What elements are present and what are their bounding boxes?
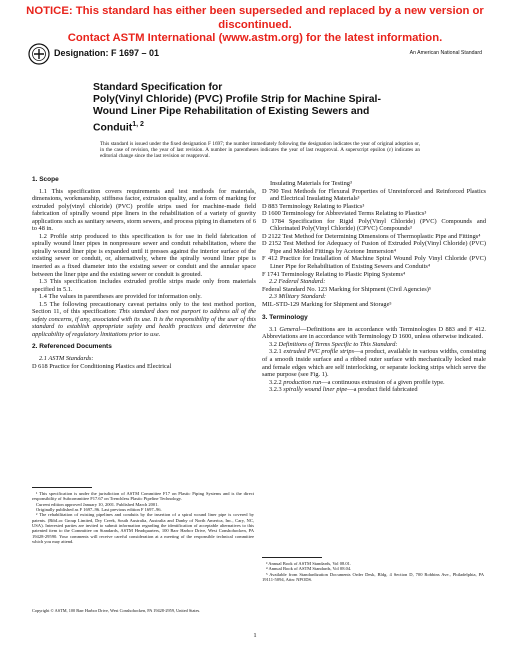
section-3-1-num: 3.1 <box>269 325 280 333</box>
footnote-rule-right <box>262 557 322 558</box>
section-3-2-3-term: spirally wound liner pipe <box>283 386 348 394</box>
ref-d1784: D 1784 Specification for Rigid Poly(Vinyl Chloride) (PVC) Compounds and Chlorinated Poly(Vinyl Chloride) (CPVC) Compounds³ <box>262 217 486 233</box>
ref-d883: D 883 Terminology Relating to Plastics³ <box>262 202 365 210</box>
footnote-3: ³ Annual Book of ASTM Standards, Vol 08.01. <box>266 561 352 566</box>
section-3-2-1-text: —a product, available in various widths, consisting of a smooth inside surface and a ribbed outer surface with mechanically locked male and female edges which are self interlocking, or separate locking strips which serve the same purpose (see Fig. 1). <box>262 348 486 379</box>
footnote-4: ⁴ Annual Book of ASTM Standards, Vol 08.04. <box>266 566 352 572</box>
footnote-rule-left <box>32 487 92 488</box>
section-3-2-3-text: —a product field fabricated <box>347 386 418 394</box>
footnote-2: ² The rehabilitation of existing pipelines and conduits by the insertion of a spiral wound liner pipe is covered by patents. (RibLoc Group Limited, Dry Creek, South Australia, Australia and Danby of North America, Inc., Cary, NC, USA). Interested parties are invited to submit information regarding the identification of acceptable alternatives to this patented item to the Committee on Standards, ASTM Headquarters, 100 Barr Harbor Drive, West Conshohocken, PA 19428-29590. Your comments will receive careful consideration at a meeting of the responsible technical committee which you may attend. <box>32 512 254 545</box>
section-3-1-text: —Definitions are in accordance with Terminologies D 883 and F 412. Abbreviations are in accordance with Terminology D 1600, unless otherwise indicated. <box>262 325 487 341</box>
scope-heading: 1. Scope <box>32 176 59 183</box>
astm-standards-label: 2.1 ASTM Standards: <box>39 355 94 363</box>
notice-line-1: NOTICE: This standard has either been superseded and replaced by a new version or discontinued. <box>26 5 484 31</box>
ref-federal-std-123: Federal Standard No. 123 Marking for Shipment (Civil Agencies)⁵ <box>262 285 432 293</box>
title-line-3: Wound Liner Pipe Rehabilitation of Existing Sewers and <box>93 106 370 118</box>
title-line-1: Standard Specification for <box>93 82 223 93</box>
federal-standard-label: 2.2 Federal Standard: <box>269 278 326 286</box>
footnote-1: ¹ This specification is under the jurisdiction of ASTM Committee F17 on Plastic Piping Systems and is the direct responsibility of Subcommittee F17.67 on Trenchless Plastic Pipeline Technology. <box>32 491 254 502</box>
referenced-documents-heading: 2. Referenced Documents <box>32 343 112 351</box>
right-column <box>262 180 486 394</box>
footnote-1-edition: Current edition approved January 10, 2001. Published March 2001. <box>36 501 159 507</box>
section-3-1-term: General <box>279 325 301 333</box>
section-3-2-3 <box>262 386 486 394</box>
ref-d790: D 790 Test Methods for Flexural Properties of Unreinforced and Reinforced Plastics and Electrical Insulating Materials³ <box>262 187 486 203</box>
supersession-notice <box>0 5 510 46</box>
terminology-heading: 3. Terminology <box>262 314 308 322</box>
ref-f1741: F 1741 Terminology Relating to Plastic Piping Systems⁴ <box>262 270 406 278</box>
title-superscript: 1, 2 <box>132 120 144 128</box>
section-3-2-term: Definitions of Terms Specific to This Standard: <box>278 340 398 348</box>
ref-d2122: D 2122 Test Method for Determining Dimensions of Thermoplastic Pipe and Fittings⁴ <box>262 232 481 240</box>
notice-line-2: Contact ASTM International (www.astm.org) for the latest information. <box>67 32 443 44</box>
section-3-1 <box>262 326 486 341</box>
ref-mil-std-129: MIL-STD-129 Marking for Shipment and Storage⁵ <box>262 300 392 308</box>
section-3-2 <box>262 341 486 349</box>
title-line-2: Poly(Vinyl Chloride) (PVC) Profile Strip for Machine Spiral- <box>93 94 381 106</box>
section-1-5-text: 1.5 The following precautionary caveat pertains only to the test method portion, Section 11, of this specification: <box>32 300 256 316</box>
section-1-1: 1.1 This specification covers requirements and test methods for materials, dimensions, workmanship, stiffness factor, extrusion quality, and a form of marking for extruded poly(vinyl chloride) (PVC) profile strips used for machine-made field fabrication of spirally wound pipe liners in the rehabilitation of a variety of gravity applications such as sanitary sewers, storm sewers, and process piping in diameters of 6 to 48 in. <box>32 187 256 233</box>
left-column <box>32 174 256 370</box>
footnote-1-original: Originally published as F 1697–96. Last previous edition F 1697–96. <box>36 507 162 513</box>
section-3-2-1-term: extruded PVC profile strips <box>283 348 355 356</box>
section-1-4: 1.4 The values in parentheses are provided for information only. <box>39 293 202 301</box>
title-line-4-text: Conduit <box>93 122 133 134</box>
section-3-2-2-text: —a continuous extrusion of a given profile type. <box>321 378 445 386</box>
ref-f412: F 412 Practice for Installation of Machine Spiral Wound Poly Vinyl Chloride (PVC) Liner Pipe for Rehabilitation of Existing Sewers and Conduits⁴ <box>262 255 486 271</box>
section-3-2-1-num: 3.2.1 <box>269 348 284 356</box>
section-3-2-2 <box>262 379 486 387</box>
section-1-2: 1.2 Profile strip produced to this specification is for use in field fabrication of spirally wound liner pipes in nonpressure sewer and conduit rehabilitation, where the spirally wound liner pipe is expanded until it presses against the interior surface of the existing sewer or conduit, or, alternatively, where the spirally wound liner pipe is inserted as a fixed diameter into the existing sewer or conduit and the annular space between the liner pipe and the existing sewer or conduit is grouted. <box>32 232 256 278</box>
ref-d618-continued: Insulating Materials for Testing³ <box>270 180 352 187</box>
footnote-5: ⁵ Available from Standardization Documents Order Desk, Bldg. 4 Section D, 700 Robbins Ave., Philadelphia, PA 19111-5094, Attn: NPODS. <box>262 571 484 583</box>
section-3-2-num: 3.2 <box>269 340 279 348</box>
title-line-4 <box>93 119 443 135</box>
ref-d1600: D 1600 Terminology for Abbreviated Terms Relating to Plastics³ <box>262 210 427 218</box>
ref-d2152: D 2152 Test Method for Adequacy of Fusion of Extruded Poly(Vinyl Chloride) (PVC) Pipe and Molded Fittings by Acetone Immersion⁴ <box>262 240 486 255</box>
military-standard-label: 2.3 Military Standard: <box>269 293 327 301</box>
designation: Designation: F 1697 – 01 <box>54 48 160 58</box>
page-number: 1 <box>253 632 257 639</box>
section-1-5-caveat: This standard does not purport to address all of the safety concerns, if any, associated with its use. It is the responsibility of the user of this standard to establish appropriate safety and health practices and determine the applicability of regulatory limitations prior to use. <box>32 308 256 338</box>
section-3-2-2-num: 3.2.2 <box>269 378 284 386</box>
ref-d618: D 618 Practice for Conditioning Plastics and Electrical <box>32 362 172 370</box>
section-3-2-3-num: 3.2.3 <box>269 386 284 394</box>
national-standard-label: An American National Standard <box>409 50 482 56</box>
astm-logo-icon <box>28 43 50 65</box>
intro-note: This standard is issued under the fixed designation F 1697; the number immediately following the designation indicates the year of original adoption or, in the case of revision, the year of last revision. A number in parentheses indicates the year of last reapproval. A superscript epsilon (ε) indicates an editorial change since the last revision or reapproval. <box>100 141 420 160</box>
footnotes-right <box>262 561 484 582</box>
section-1-5 <box>32 301 256 339</box>
section-1-3: 1.3 This specification includes extruded profile strips made only from materials specified in 5.1. <box>32 278 256 293</box>
section-3-2-1 <box>262 348 486 378</box>
footnotes-left <box>32 491 254 544</box>
copyright-line: Copyright © ASTM, 100 Barr Harbor Drive, West Conshohocken, PA 19428-2959, United States. <box>32 608 201 613</box>
page-title <box>93 82 443 134</box>
section-3-2-2-term: production run <box>283 378 322 386</box>
